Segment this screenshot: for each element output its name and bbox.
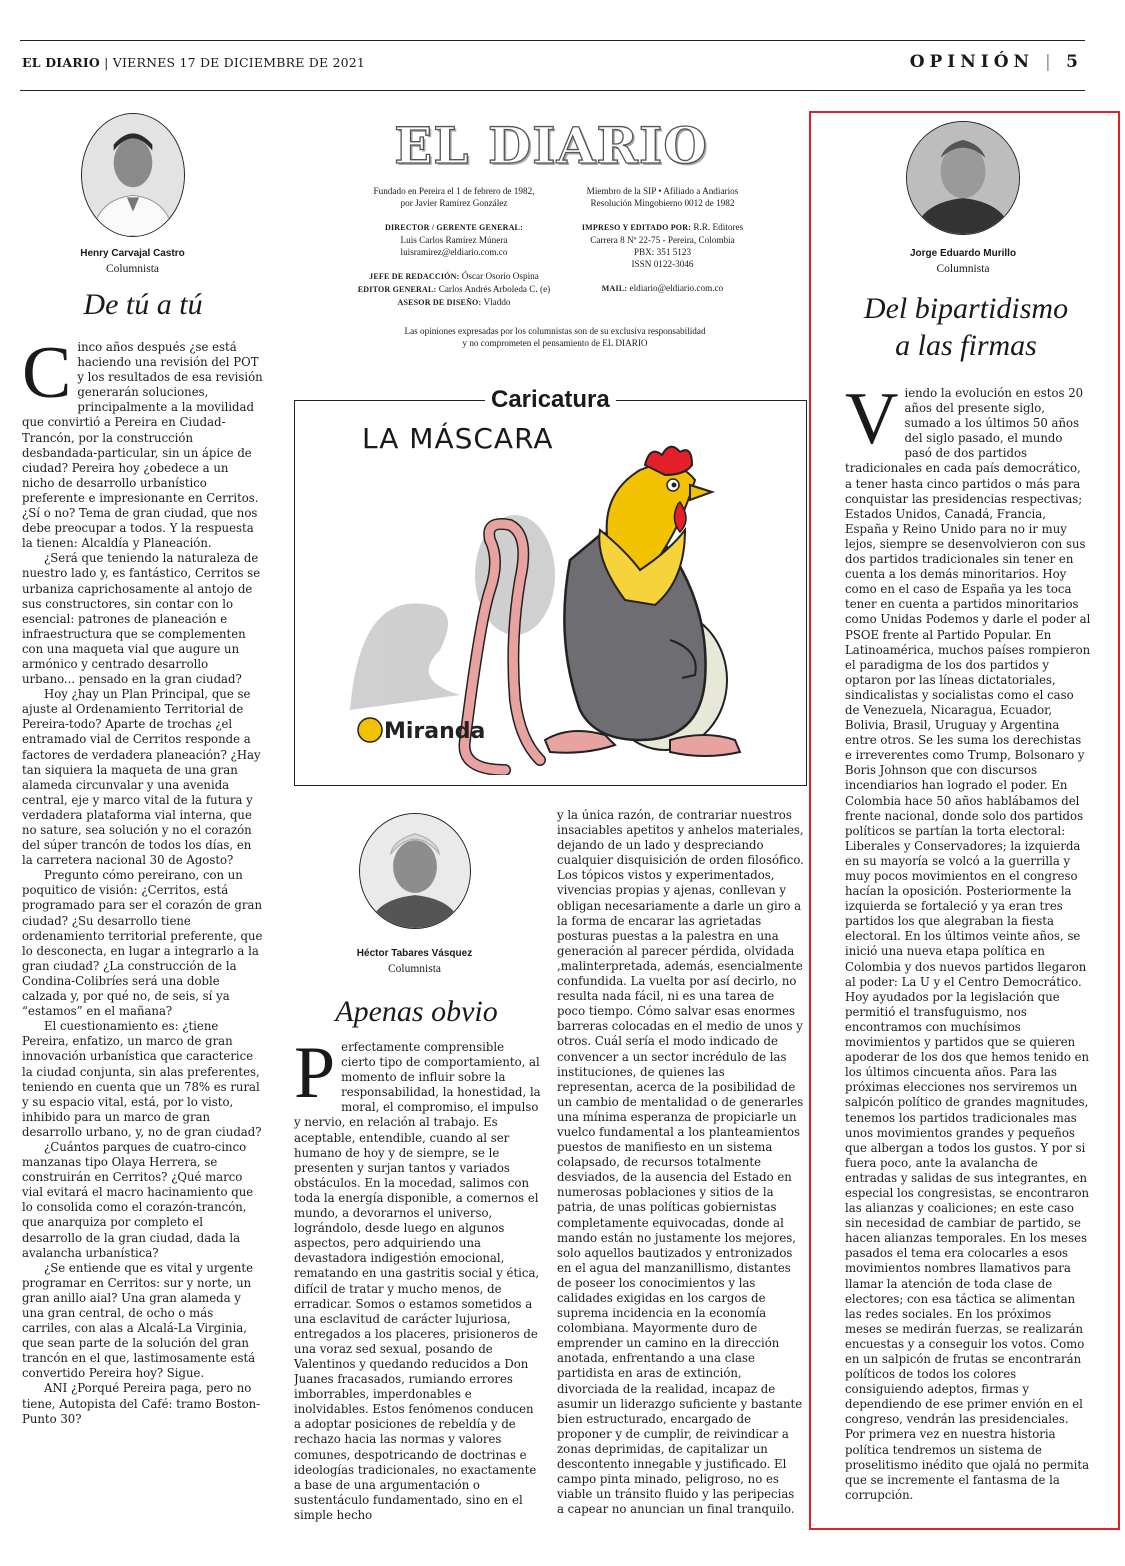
drop-cap: P — [294, 1040, 336, 1114]
address-line: Carrera 8 Nº 22-75 - Pereira, Colombia — [590, 235, 735, 245]
paper-name: EL DIARIO — [22, 55, 100, 70]
editor-name: Carlos Andrés Arboleda C. (e) — [438, 284, 551, 294]
author-name: Henry Carvajal Castro — [80, 248, 185, 259]
paragraph: inco años después ¿se está haciendo una revisión del POT y los resultados de esa revisión generarán soluciones, principalmente a la movilidad que convirtió a Pereira en Ciudad-Trancón, por la construcción desbandada-particular, sin un ápice de ciudad? Pereira hoy ¿obedece a un nicho de desarrollo urbanístico preferente e impresionante en Cerritos. ¿Sí o no? Tema de gran ciudad, que nos debe preocupar a todos. Y la respuesta la tienen: Alcaldía y Planeación. — [22, 340, 263, 551]
director-email: luisramirez@eldiario.com.co — [400, 247, 508, 257]
masthead-logo: EL DIARIO — [394, 116, 708, 175]
issue-date: VIERNES 17 DE DICIEMBRE DE 2021 — [112, 55, 366, 70]
cartoon-illustration — [340, 440, 780, 775]
section-name: OPINIÓN — [909, 52, 1035, 72]
printed-label: IMPRESO Y EDITADO POR: — [581, 223, 692, 232]
column-title-line-1: Del bipartidismo — [863, 292, 1069, 325]
column-body — [22, 340, 264, 1535]
drop-cap: V — [845, 386, 899, 460]
paragraph: ANI ¿Porqué Pereira paga, pero no tiene, Autopista del Café: tramo Boston-Punto 30? — [22, 1381, 261, 1426]
mail-address: eldiario@eldiario.com.co — [629, 283, 724, 293]
paragraph: Pregunto cómo pereirano, con un poquitico de visión: ¿Cerritos, está programado para ser el corazón de gran ciudad? ¿Su desarrollo tiene ordenamiento territorial preferente, que lo desconecta, en lugar a integrarlo a la gran ciudad? ¿La construcción de la Condina-Colibríes será una doble calzada y, por qué no, de seis, sí ya “estamos” en el mañana? — [22, 868, 263, 1019]
author-role: Columnista — [105, 263, 160, 275]
page-header-right — [910, 52, 1083, 72]
cartoonist-mascot-icon — [358, 718, 382, 742]
masthead-left — [335, 185, 573, 309]
paragraph: erfectamente comprensible cierto tipo de comportamiento, al momento de influir sobre la responsabilidad, la honestidad, la moral, el compromiso, el impulso y nervio, en relación al trabajo. Es aceptable, entendible, cuando al ser humano de hoy y de siempre, se le presenten y surjan tantos y variados obstáculos. En la mocedad, salimos con toda la energía disponible, a comernos el mundo, a devorarnos el universo, lográndolo, desde luego en algunos aspectos, pero adquiriendo una devastadora indigestión emocional, rematando en una gastritis social y ética, difícil de tratar y mucho menos, de erradicar. Somos o estamos sometidos a una esclavitud de carácter lujuriosa, entregados a los placeres, prisioneros de una voraz sed sexual, posando de Valentinos y quedando reducidos a Don Juanes fracasados, rumiando errores imborrables, imperdonables e inolvidables. Estos fenómenos conducen a adoptar posiciones de rebeldía y de rechazo hacia las normas y valores comunes, despotricando de doctrinas e ideologías tradicionales, no exactamente a base de una argumentación o sustentáculo fundamentado, sino en el simple hecho — [294, 1040, 541, 1522]
disclaimer-line-1: Las opiniones expresadas por los columnistas son de su exclusiva responsabilidad — [404, 326, 706, 336]
mail-label: MAIL: — [601, 284, 628, 293]
columnist-photo-hector — [359, 813, 471, 929]
paragraph: ¿Cuántos parques de cuatro-cinco manzanas tipo Olaya Herrera, se construirán en Cerritos? ¿Qué marco vial evitará el macro hacinamiento que lo consolida como el corazón-trancón, que anarquiza por completo el desarrollo de la gran ciudad, dada la avalancha urbanística? — [22, 1139, 254, 1260]
author-name: Jorge Eduardo Murillo — [909, 248, 1017, 259]
cartoonist-signature: Miranda — [384, 719, 486, 744]
design-label: ASESOR DE DISEÑO: — [397, 298, 482, 307]
pbx-line: PBX: 351 5123 — [633, 247, 692, 257]
member-line: Miembro de la SIP • Afiliado a Andiarios — [586, 186, 739, 196]
paragraph: Hoy ¿hay un Plan Principal, que se ajuste al Ordenamiento Territorial de Pereira-todo? Aparte de trochas ¿el entramado vial de Cerritos responde a factores de verdadera planeación? ¿Hay tan siquiera la maqueta de una gran alameda circunvalar y una avenida central, eje y marco vital de la futura y verdadera plataforma vial interna, que no sature, sea solución y no el corazón del súper trancón de todos los días, en la carretera nacional 30 de Agosto? — [22, 687, 261, 868]
chief-name: Óscar Osorio Ospina — [461, 271, 539, 281]
selected-article-highlight — [809, 111, 1120, 1530]
column-body-continued — [557, 808, 804, 1528]
paragraph: ¿Se entiende que es vital y urgente programar en Cerritos: sur y norte, un gran anillo aial? Una gran alameda y una gran central, de ocho o más carriles, con alas a Alcalá-La Virginia, que sean parte de la solución del gran trancón en el que, lastimosamente está convertido Pereira hoy? Sigue. — [22, 1260, 256, 1381]
column-title: Apenas obvio — [335, 995, 498, 1028]
editor-label: EDITOR GENERAL: — [357, 285, 437, 294]
chief-label: JEFE DE REDACCIÓN: — [369, 272, 460, 281]
header-separator-right: | — [1045, 52, 1067, 72]
founded-line: Fundado en Pereira el 1 de febrero de 1982, — [373, 186, 535, 196]
paragraph: ¿Será que teniendo la naturaleza de nuestro lado y, es fantástico, Cerritos se urbaniza caprichosamente al antojo de sus constructores, sin contar con lo esencial: patrones de planeación e infraestructura que se complementen con una maqueta vial que augure un armónico y centrado desarrollo urbano... pensado en la gran ciudad? — [22, 551, 261, 687]
printed-name: R.R. Editores — [693, 222, 744, 232]
top-rule — [20, 40, 1085, 41]
page-header-left — [22, 55, 365, 70]
masthead-right — [565, 185, 760, 295]
director-label: DIRECTOR / GERENTE GENERAL: — [385, 223, 523, 232]
cartoon-section-title: Caricatura — [485, 386, 616, 414]
design-name: Vladdo — [483, 297, 511, 307]
paragraph: y la única razón, de contrariar nuestros insaciables apetitos y anhelos materiales, dejando de un lado y despreciando cualquier disquisición de orden filosófico. Los tópicos vistos y experimentados, vivencias propias y ajenas, conllevan y obligan necesariamente a darle un giro a la forma de encarar las agrietadas posturas puestas a la palestra en una generación al parecer pérdida, olvidada ,malinterpretada, además, esencialmente confundida. La vuelta por así decirlo, no resulta nada fácil, ni es una tarea de poco tiempo. Cómo salvar esas enormes barreras colocadas en el medio de unos y otros. Cuál sería el modo indicado de convencer a un sector incrédulo de las instituciones, de quienes las representan, acerca de la posibilidad de un cambio de mentalidad o de generarles una mínima esperanza de propiciarle un vuelco fundamental a los planteamientos puestos de manifiesto en un sistema colapsado, de recursos totalmente desviados, de la ausencia del Estado en numerosas poblaciones y sitios de la patria, de unas políticas gobiernistas completamente equivocadas, donde al mando están no justamente los mejores, solo aquellos bautizados y entronizados en el agua del manzanillismo, distantes de poseer los conocimientos y las calidades exigidas en los cargos de suprema incidencia en la economía colombiana. Mayormente duro de emprender un camino en la dirección anotada, enfrentando a una clase partidista en aras de extinción, divorciada de la realidad, incapaz de asumir un liderazgo suficiente y bastante bien estructurado, encargado de proponer y de cumplir, de reivindicar a zonas deprimidas, de capitalizar un descontento innegable y justificado. El campo pinta minado, peligroso, no es viable un tránsito fluido y las peripecias a capear no anuncian un final tranquilo. — [557, 808, 804, 1517]
paragraph: El cuestionamiento es: ¿tiene Pereira, enfatizo, un marco de gran innovación urbanística que caracterice la ciudad conjunta, sin alas preferentes, teniendo en cuenta que un 78% es rural y su espacio vital, está, por lo visto, inhibido para un marco de gran desarrollo urbano, y, no de gran ciudad? — [22, 1019, 262, 1139]
header-separator: | — [104, 55, 113, 70]
header-bottom-rule — [20, 90, 1085, 91]
author-name: Héctor Tabares Vásquez — [356, 948, 473, 959]
page-number: 5 — [1066, 52, 1083, 72]
issn-line: ISSN 0122-3046 — [631, 259, 694, 269]
column-title: De tú a tú — [83, 288, 203, 321]
columnist-photo-henry — [81, 113, 185, 237]
column-body — [294, 1040, 541, 1528]
rat-foot-left — [545, 731, 615, 753]
drop-cap: C — [22, 340, 72, 414]
rooster-beak — [690, 485, 712, 500]
resolution-line: Resolución Mingobierno 0012 de 1982 — [590, 198, 735, 208]
disclaimer-line-2: y no comprometen el pensamiento de EL DIARIO — [462, 338, 648, 348]
author-role: Columnista — [936, 263, 990, 275]
disclaimer — [330, 325, 780, 349]
column-title-line-2: a las firmas — [895, 329, 1037, 362]
cartoon-title: LA MÁSCARA — [362, 422, 554, 455]
paragraph: iendo la evolución en estos 20 años del presente siglo, sumado a los últimos 50 años del siglo pasado, el mundo pasó de dos partidos tradicionales en cada país democrático, a tener hasta cinco partidos o más para conquistar las presidencias respectivas; Estados Unidos, Canadá, Francia, España y Reino Unido para no ir muy lejos, siempre se desenvolvieron con sus dos partidos tradicionales sin tener en cuenta a los demás minoritarios. Hoy como en el caso de España ya les toca tener en cuenta a partidos minoritarios como Unidas Podemos y darle el poder al PSOE frente al Partido Popular. En Latinoamérica, muchos países rompieron el paradigma de los dos partidos y optaron por las líneas dictatoriales, sindicalistas y socialistas como el caso de Venezuela, Nicaragua, Ecuador, Bolivia, Brasil, Uruguay y Argentina entre otros. Se les suma los derechistas e irreverentes como Trump, Bolsonaro y Boris Johnson que con discursos incendiarios han logrado el poder. En Colombia hace 50 años hablábamos del frente nacional, donde solo dos partidos políticos se partían la torta electoral: Liberales y Conservadores; la izquierda en su mayoría se volcó a la guerrilla y muy pocos movimientos en el congreso hacían la oposición. Posteriormente la izquierda se fortaleció y ya eran tres partidos los que alegraban la fiesta electoral. En los últimos veinte años, se inició una nueva etapa política en Colombia y dos nuevos partidos llegaron al poder: La U y el Centro Democrático. Hoy ayudados por la legislación que permitió el transfuguismo, nos encontramos con muchísimos movimientos y partidos que se quieren apoderar de los dos que hemos tenido en los últimos cincuenta años. Para las próximas elecciones nos serviremos un salpicón político de grandes magnitudes, tenemos los partidos tradicionales mas unos movimientos grandes y pequeños que albergan a todos los gustos. Y por si fuera poco, ante la avalancha de entradas y salidas de sus integrantes, en especial los congresistas, se encontraron las alianzas y coaliciones; en este caso sin necesidad de cambiar de partido, se hacen alianzas temporales. En los meses pasados el tema era colocarles a esos movimientos nombres llamativos para llamar la atención de toda clase de electores; con esa táctica se alimentan las redes sociales. En los próximos meses se medirán fuerzas, se realizarán encuestas y a conseguir los votos. Como en un salpicón de frutas se encontrarán políticos de todos los colores consiguiendo adeptos, firmas y dependiendo de ese primer envión en el congreso, vendrán las presidenciales. Por primera vez en nuestra historia política tendremos un sistema de proselitismo inédito que ojalá no permita que se incremente el fantasma de la corrupción. — [845, 386, 1091, 1502]
director-name: Luis Carlos Ramírez Múnera — [400, 235, 508, 245]
rat-foot-right — [670, 735, 740, 756]
founder-line: por Javier Ramírez González — [400, 198, 508, 208]
author-role: Columnista — [387, 963, 442, 975]
